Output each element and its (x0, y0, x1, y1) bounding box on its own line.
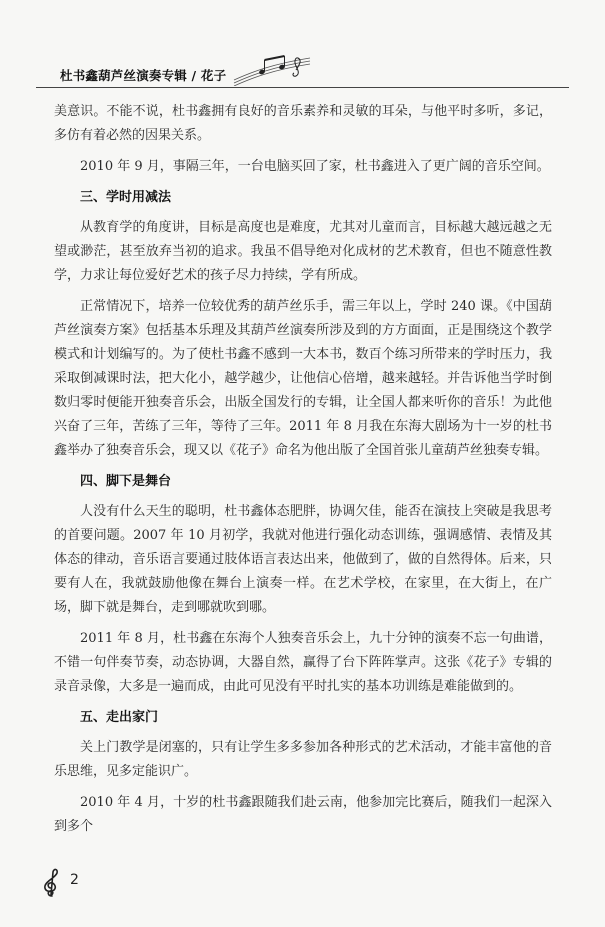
running-header (36, 52, 569, 92)
paragraph: 美意识。不能不说，杜书鑫拥有良好的音乐素养和灵敏的耳朵，与他平时多听，多记，多仿有着必然的因果关系。 (54, 104, 552, 143)
section-heading: 五、走出家门 (80, 710, 159, 725)
music-notes-icon (232, 54, 312, 86)
paragraph: 2011 年 8 月，杜书鑫在东海个人独奏音乐会上，九十分钟的演奏不忘一句曲谱，不错一句伴奏节奏，动态协调，大器自然，赢得了台下阵阵掌声。这张《花子》专辑的录音录像，大多是一遍而成，由此可见没有平时扎实的基本功训练是难能做到的。 (54, 631, 552, 694)
paragraph: 2010 年 9 月，事隔三年，一台电脑买回了家，杜书鑫进入了更广阔的音乐空间。 (80, 159, 550, 174)
paragraph: 关上门教学是闭塞的，只有让学生多多参加各种形式的艺术活动，才能丰富他的音乐思维，见多定能识广。 (54, 740, 552, 779)
paragraph: 2010 年 4 月，十岁的杜书鑫跟随我们赴云南，他参加完比赛后，随我们一起深入到多个 (54, 795, 552, 834)
header-title: 杜书鑫葫芦丝演奏专辑 / 花子 (60, 68, 227, 83)
header-rule (36, 87, 569, 88)
treble-clef-icon (38, 868, 66, 898)
article-body (54, 100, 552, 846)
paragraph: 从教育学的角度讲，目标是高度也是难度，尤其对儿童而言，目标越大越远越之无望或渺茫，甚至放弃当初的追求。我虽不倡导绝对化成材的艺术教育，但也不随意性教学，力求让每位爱好艺术的孩子尽力持续，学有所成。 (54, 220, 552, 283)
page-number: 2 (70, 872, 79, 888)
page-footer (38, 868, 79, 898)
paragraph: 人没有什么天生的聪明，杜书鑫体态肥胖，协调欠佳，能否在演技上突破是我思考的首要问题。2007 年 10 月初学，我就对他进行强化动态训练，强调感情、表情及其体态的律动，音乐语言要通过肢体语言表达出来，他做到了，做的自然得体。后来，只要有人在，我就鼓励他像在舞台上演奏一样。在艺术学校，在家里，在大街上，在广场，脚下就是舞台，走到哪就吹到哪。 (54, 504, 552, 615)
section-heading: 四、脚下是舞台 (80, 474, 172, 489)
paragraph: 正常情况下，培养一位较优秀的葫芦丝乐手，需三年以上，学时 240 课。《中国葫芦丝演奏方案》包括基本乐理及其葫芦丝演奏所涉及到的方方面面，正是围绕这个教学模式和计划编写的。为了使杜书鑫不感到一大本书，数百个练习所带来的学时压力，我采取倒减课时法，把大化小，越学越少，让他信心倍增，越来越轻。并告诉他当学时倒数归零时便能开独奏音乐会，出版全国发行的专辑，让全国人都来听你的音乐！为此他兴奋了三年，苦练了三年，等待了三年。2011 年 8 月我在东海大剧场为十一岁的杜书鑫举办了独奏音乐会，现又以《花子》命名为他出版了全国首张儿童葫芦丝独奏专辑。 (54, 299, 552, 458)
section-heading: 三、学时用减法 (80, 190, 172, 205)
